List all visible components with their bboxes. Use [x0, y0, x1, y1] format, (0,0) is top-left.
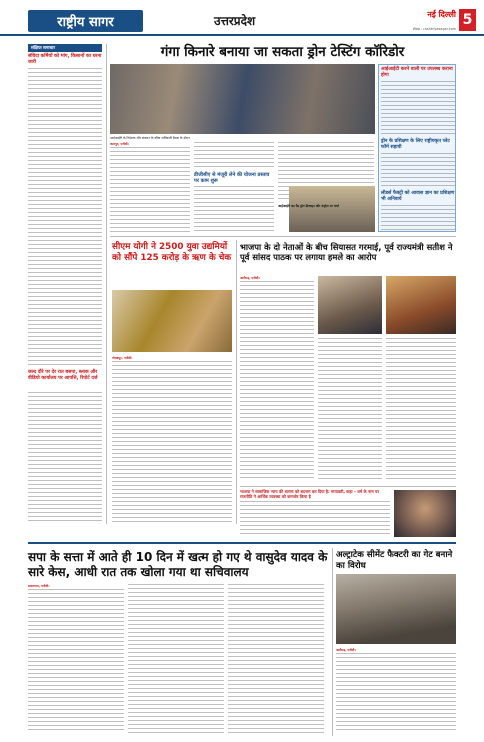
cm-dateline: गोरखपुर, एजेंसी। [112, 356, 133, 360]
bottom-left-col2 [128, 584, 224, 734]
main-photo-caption: आईआईटी के निदेशक और संस्थान के वरिष्ठ अधिकारी बैठक के दौरान [110, 136, 190, 140]
bjp-body-col3 [386, 338, 456, 482]
cm-photo [112, 290, 232, 352]
brief-news-tag: संक्षिप्त समाचार [28, 44, 102, 52]
section-title: उत्तरप्रदेश [214, 14, 256, 28]
page-number: 5 [459, 9, 476, 31]
edition-label: नई दिल्ली [427, 10, 456, 19]
mayawati-photo [394, 490, 456, 537]
bjp-dateline: अलीगढ़, एजेंसी। [240, 276, 260, 280]
cm-headline: सीएम योगी ने 2500 युवा उद्यमियों को सौंपे 125 करोड़ के ऋण के चेक [112, 242, 232, 263]
drone-photo [289, 186, 375, 232]
pathak-photo [386, 276, 456, 334]
page-header [0, 0, 484, 36]
section-divider [110, 236, 456, 237]
main-story-col2a [194, 142, 274, 170]
mayawati-box [240, 486, 456, 538]
sidebar-title-2: ड्रोन के प्रशिक्षण के लिए राष्ट्रीयकृत प्लेट फॉर्म सहायी [381, 139, 450, 150]
bjp-headline: भाजपा के दो नेताओं के बीच सियासत गरमाई, पूर्व राज्यमंत्री सतीश ने पूर्व सांसद पाठक पर लगाया हमले का आरोप [240, 242, 453, 263]
mayawati-body [240, 501, 390, 537]
brief-title-1: संविदा कर्मियों को मांग, किसानों का धरना जारी [28, 54, 102, 65]
main-dateline: कानपुर, एजेंसी। [110, 142, 129, 146]
masthead-logo: राष्ट्रीय सागर [28, 10, 143, 32]
drone-photo-caption: आईआईटी का पैड ड्रोन डिजाइन और कंट्रोल पर चर्चा [278, 204, 339, 208]
bjp-body-col1 [240, 276, 314, 482]
sidebar-body-1 [381, 81, 455, 137]
main-col1-lines [110, 147, 190, 232]
sidebar-body-2 [381, 153, 455, 189]
bottom-right-body-lines [336, 653, 456, 733]
bottom-left-col1 [28, 584, 124, 734]
satish-photo [318, 276, 382, 334]
main-headline: गंगा किनारे बनाया जा सकता ड्रोन टेस्टिंग कॉरिडोर [160, 44, 405, 60]
sidebar-title-1: आईआईटी करने वाली पर उपलब्ध कराना होगा [381, 67, 453, 78]
bottom-left-headline: सपा के सत्ता में आते ही 10 दिन में खत्म हो गए थे वासुदेव यादव के सारे केस, आधी रात तक खोला गया था सचिवालय [28, 550, 328, 579]
sidebar-body-3 [381, 205, 455, 231]
protest-photo [336, 574, 456, 644]
website-url: Web : rashtriyasagar.com [412, 27, 456, 31]
bottom-left-col3 [228, 584, 324, 734]
bottom-left-dateline: प्रयागराज, एजेंसी। [28, 584, 50, 588]
main-story-col2b [194, 186, 274, 232]
bottom-divider [28, 542, 456, 544]
bottom-right-dateline: अलीगढ़, एजेंसी। [336, 648, 356, 652]
column-divider-2 [236, 240, 237, 524]
bottom-left-col1-lines [28, 589, 124, 733]
main-story-photo [110, 64, 375, 134]
main-story-col1 [110, 142, 190, 232]
main-subhead: डीजीसीए से मंजूरी लेने की योजना प्रस्ताव पर काम शुरू [194, 172, 270, 184]
cm-body [112, 356, 232, 524]
bjp-body-col2 [318, 338, 382, 482]
brief-title-2: जल्द दौरे पर देर रात बसपा, ब्लाक और वीडियो कार्यालय पर आपत्ति, रिपोर्ट दर्ज [28, 370, 98, 381]
cm-body-lines [112, 361, 232, 523]
sidebar-title-3: लीडर्स फैक्ट्री को आवास ज्ञान का प्रशिक्षण भी अनिवार्य [381, 191, 455, 202]
brief-body-2 [28, 392, 102, 524]
bjp-col1-lines [240, 281, 314, 481]
bottom-right-headline: अल्ट्राटेक सीमेंट फैक्टरी का गेट बनाने का विरोध [336, 550, 453, 571]
column-divider-3 [332, 548, 333, 736]
mayawati-headline: भाजपा ने सामाजिक न्याय की धारणा को बदनाम कर दिया है: मायावती, कहा – धर्म के नाम पर राजनीति ने आर्थिक व्यवस्था को कमजोर किया है [240, 489, 379, 499]
column-divider [106, 44, 107, 524]
right-sidebar-box [378, 64, 456, 232]
brief-body-1 [28, 68, 102, 368]
bottom-right-body [336, 648, 456, 734]
